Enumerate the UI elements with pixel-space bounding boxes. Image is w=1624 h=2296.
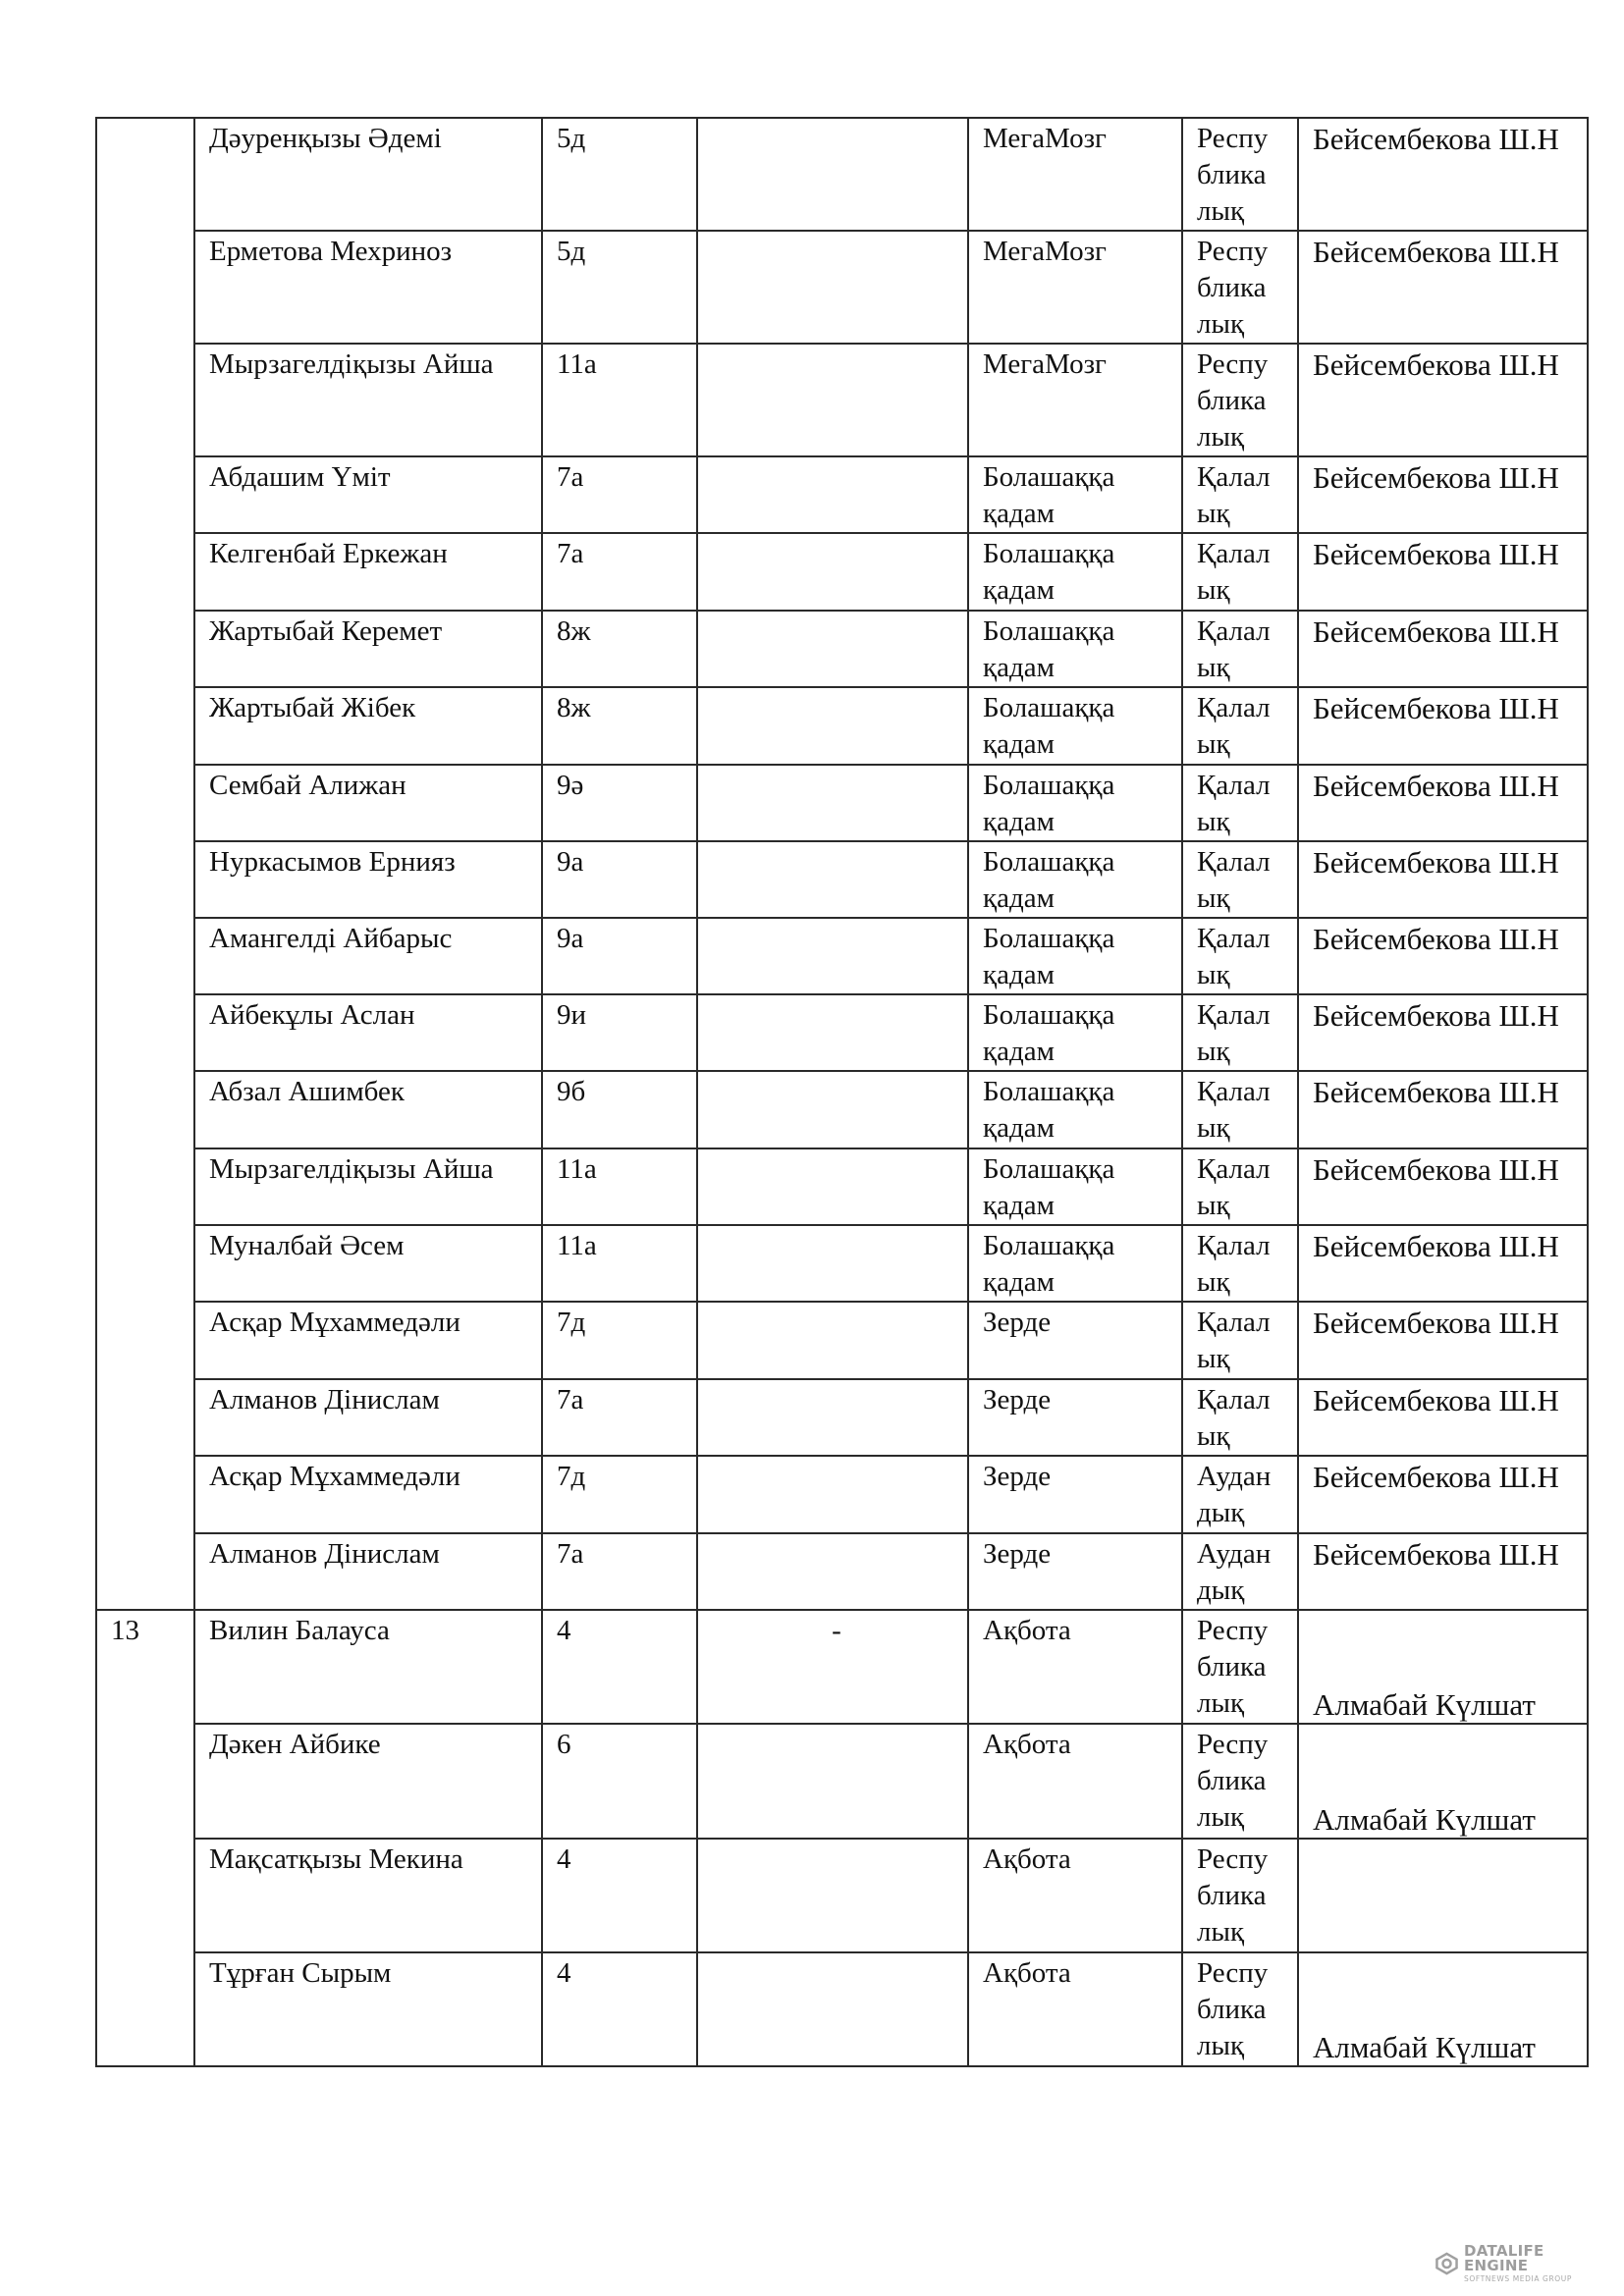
teacher-name-cell xyxy=(1298,1724,1588,1839)
teacher-name-cell xyxy=(1298,1533,1588,1610)
blank-cell xyxy=(698,1380,967,1382)
competition-name: Зерде xyxy=(983,1461,1052,1492)
competition-name-cell xyxy=(968,1952,1182,2066)
blank-cell xyxy=(698,232,967,234)
competition-level: Қалал ық xyxy=(1197,770,1271,837)
blank-cell-cell xyxy=(697,1379,968,1456)
student-name: Алманов Дінислам xyxy=(209,1538,440,1570)
blank-cell-cell xyxy=(697,1952,968,2066)
student-name-cell xyxy=(194,1533,542,1610)
teacher-name-cell xyxy=(1298,687,1588,765)
results-table xyxy=(95,117,1589,2067)
student-name: Амангелді Айбарыс xyxy=(209,923,453,954)
student-name: Вилин Балауса xyxy=(209,1615,390,1646)
competition-level: Респу блика лық xyxy=(1197,348,1269,453)
watermark xyxy=(1435,2242,1607,2284)
student-name: Жартыбай Керемет xyxy=(209,615,443,647)
competition-level-cell xyxy=(1182,1302,1298,1379)
competition-level: Қалал ық xyxy=(1197,615,1271,683)
teacher-name-cell xyxy=(1298,918,1588,994)
competition-name: Зерде xyxy=(983,1307,1052,1338)
competition-level-cell xyxy=(1182,994,1298,1071)
blank-cell-cell xyxy=(697,1839,968,1952)
grade-cell xyxy=(542,611,697,687)
blank-cell xyxy=(698,842,967,844)
grade: 7а xyxy=(557,461,584,493)
grade-cell xyxy=(542,765,697,841)
blank-cell-cell xyxy=(697,1724,968,1839)
teacher-name: Бейсембекова Ш.Н xyxy=(1313,1229,1559,1263)
student-name: Жартыбай Жібек xyxy=(209,692,416,723)
blank-cell-cell xyxy=(697,1148,968,1225)
grade: 9и xyxy=(557,999,587,1031)
teacher-name: Бейсембекова Ш.Н xyxy=(1313,1460,1559,1494)
competition-name-cell xyxy=(968,344,1182,456)
teacher-name-cell xyxy=(1298,1148,1588,1225)
competition-name-cell xyxy=(968,533,1182,611)
row-number: 13 xyxy=(111,1615,139,1646)
blank-cell-cell xyxy=(697,1225,968,1302)
grade-cell xyxy=(542,344,697,456)
table-row xyxy=(96,456,1588,533)
table-row xyxy=(96,1148,1588,1225)
blank-cell-cell xyxy=(697,994,968,1071)
datalife-logo-icon xyxy=(1435,2252,1458,2275)
grade: 8ж xyxy=(557,615,591,647)
grade-cell xyxy=(542,1456,697,1533)
teacher-name: Бейсембекова Ш.Н xyxy=(1313,998,1559,1033)
competition-level: Аудан дық xyxy=(1197,1461,1272,1528)
competition-name-cell xyxy=(968,1148,1182,1225)
competition-name: Ақбота xyxy=(983,1729,1071,1760)
competition-level-cell xyxy=(1182,1952,1298,2066)
competition-name: Болашаққа қадам xyxy=(983,1153,1115,1221)
teacher-name: Алмабай Күлшат xyxy=(1313,1687,1536,1722)
competition-name-cell xyxy=(968,1610,1182,1724)
grade: 8ж xyxy=(557,692,591,723)
competition-name-cell xyxy=(968,841,1182,918)
student-name: Муналбай Әсем xyxy=(209,1230,405,1261)
teacher-name: Бейсембекова Ш.Н xyxy=(1313,1075,1559,1109)
competition-level-cell xyxy=(1182,344,1298,456)
table-row xyxy=(96,231,1588,344)
competition-level-cell xyxy=(1182,687,1298,765)
student-name-cell xyxy=(194,1839,542,1952)
teacher-name-cell xyxy=(1298,1071,1588,1148)
competition-level: Қалал ық xyxy=(1197,538,1271,606)
grade-cell xyxy=(542,1839,697,1952)
teacher-name: Бейсембекова Ш.Н xyxy=(1313,614,1559,649)
competition-name-cell xyxy=(968,765,1182,841)
competition-level: Респу блика лық xyxy=(1197,1615,1269,1719)
grade: 9б xyxy=(557,1076,586,1107)
student-name: Мақсатқызы Мекина xyxy=(209,1843,463,1875)
teacher-name: Бейсембекова Ш.Н xyxy=(1313,537,1559,571)
competition-level: Қалал ық xyxy=(1197,461,1271,529)
table-row xyxy=(96,1071,1588,1148)
student-name: Абдашим Үміт xyxy=(209,461,391,493)
teacher-name: Бейсембекова Ш.Н xyxy=(1313,922,1559,956)
teacher-name-cell xyxy=(1298,1952,1588,2066)
competition-name: МегаМозг xyxy=(983,236,1107,267)
competition-name: Болашаққа қадам xyxy=(983,615,1115,683)
competition-level: Респу блика лық xyxy=(1197,1729,1269,1833)
blank-cell-cell xyxy=(697,456,968,533)
grade: 5д xyxy=(557,236,586,267)
teacher-name-cell xyxy=(1298,1225,1588,1302)
competition-name: Ақбота xyxy=(983,1843,1071,1875)
teacher-name: Алмабай Күлшат xyxy=(1313,2030,1536,2064)
competition-level-cell xyxy=(1182,841,1298,918)
grade-cell xyxy=(542,1952,697,2066)
grade-cell xyxy=(542,1610,697,1724)
student-name: Абзал Ашимбек xyxy=(209,1076,406,1107)
competition-level-cell xyxy=(1182,918,1298,994)
competition-name: Зерде xyxy=(983,1384,1052,1415)
blank-cell xyxy=(698,119,967,121)
teacher-name xyxy=(1299,1949,1587,1951)
competition-name: Болашаққа қадам xyxy=(983,1076,1115,1144)
competition-name-cell xyxy=(968,1302,1182,1379)
blank-cell xyxy=(698,766,967,768)
teacher-name-cell xyxy=(1298,1456,1588,1533)
competition-name: Болашаққа қадам xyxy=(983,461,1115,529)
teacher-name: Бейсембекова Ш.Н xyxy=(1313,122,1559,156)
competition-level: Респу блика лық xyxy=(1197,1957,1269,2061)
competition-level-cell xyxy=(1182,1839,1298,1952)
competition-name-cell xyxy=(968,611,1182,687)
teacher-name-cell xyxy=(1298,1302,1588,1379)
student-name-cell xyxy=(194,1302,542,1379)
grade: 9а xyxy=(557,846,584,878)
teacher-name: Бейсембекова Ш.Н xyxy=(1313,1537,1559,1572)
competition-level: Аудан дық xyxy=(1197,1538,1272,1606)
grade-cell xyxy=(542,994,697,1071)
student-name-cell xyxy=(194,456,542,533)
competition-name-cell xyxy=(968,118,1182,231)
blank-cell-cell xyxy=(697,1071,968,1148)
table-row xyxy=(96,687,1588,765)
competition-name-cell xyxy=(968,1533,1182,1610)
grade: 4 xyxy=(557,1843,571,1875)
blank-cell xyxy=(698,995,967,997)
table-row xyxy=(96,1379,1588,1456)
student-name: Сембай Алижан xyxy=(209,770,406,801)
table-row xyxy=(96,994,1588,1071)
grade: 7д xyxy=(557,1307,586,1338)
grade-cell xyxy=(542,687,697,765)
blank-cell-cell xyxy=(697,118,968,231)
watermark-subtitle: SOFTNEWS MEDIA GROUP xyxy=(1463,2274,1572,2284)
competition-level: Қалал ық xyxy=(1197,923,1271,990)
blank-cell xyxy=(698,1457,967,1459)
blank-cell xyxy=(698,1725,967,1727)
table-row xyxy=(96,918,1588,994)
table-row xyxy=(96,1610,1588,1724)
teacher-name-cell xyxy=(1298,765,1588,841)
teacher-name: Бейсембекова Ш.Н xyxy=(1313,1383,1559,1417)
student-name: Мырзагелдіқызы Айша xyxy=(209,1153,494,1185)
competition-name-cell xyxy=(968,1071,1182,1148)
blank-cell xyxy=(698,612,967,614)
teacher-name-cell xyxy=(1298,118,1588,231)
student-name-cell xyxy=(194,1148,542,1225)
teacher-name-cell xyxy=(1298,1610,1588,1724)
teacher-name: Алмабай Күлшат xyxy=(1313,1802,1536,1837)
blank-cell xyxy=(698,688,967,690)
table-row xyxy=(96,1839,1588,1952)
student-name: Асқар Мұхаммедəли xyxy=(209,1307,460,1338)
competition-level-cell xyxy=(1182,765,1298,841)
grade: 4 xyxy=(557,1957,571,1989)
competition-level: Қалал ық xyxy=(1197,1153,1271,1221)
competition-level-cell xyxy=(1182,1071,1298,1148)
student-name: Нуркасымов Ернияз xyxy=(209,846,456,878)
competition-name: Болашаққа қадам xyxy=(983,923,1115,990)
blank-cell-cell xyxy=(697,1302,968,1379)
competition-level-cell xyxy=(1182,1148,1298,1225)
teacher-name: Бейсембекова Ш.Н xyxy=(1313,691,1559,725)
teacher-name-cell xyxy=(1298,456,1588,533)
table-row xyxy=(96,1302,1588,1379)
competition-level: Қалал ық xyxy=(1197,846,1271,914)
grade-cell xyxy=(542,841,697,918)
competition-name-cell xyxy=(968,994,1182,1071)
grade-cell xyxy=(542,1379,697,1456)
competition-name: Болашаққа қадам xyxy=(983,999,1115,1067)
competition-level-cell xyxy=(1182,533,1298,611)
competition-level: Респу блика лық xyxy=(1197,1843,1269,1948)
table-body xyxy=(96,118,1588,2066)
blank-cell-cell xyxy=(697,765,968,841)
grade-cell xyxy=(542,1148,697,1225)
competition-name-cell xyxy=(968,231,1182,344)
blank-cell xyxy=(698,534,967,536)
table-row xyxy=(96,533,1588,611)
teacher-name-cell xyxy=(1298,231,1588,344)
grade-cell xyxy=(542,1071,697,1148)
teacher-name-cell xyxy=(1298,611,1588,687)
competition-name: Ақбота xyxy=(983,1957,1071,1989)
competition-level: Қалал ық xyxy=(1197,1076,1271,1144)
blank-cell xyxy=(698,345,967,347)
competition-name-cell xyxy=(968,456,1182,533)
blank-cell-cell xyxy=(697,611,968,687)
student-name-cell xyxy=(194,841,542,918)
grade-cell xyxy=(542,1302,697,1379)
competition-level-cell xyxy=(1182,1379,1298,1456)
teacher-name: Бейсембекова Ш.Н xyxy=(1313,460,1559,495)
student-name: Тұрған Сырым xyxy=(209,1957,392,1989)
student-name: Алманов Дінислам xyxy=(209,1384,440,1415)
teacher-name-cell xyxy=(1298,994,1588,1071)
competition-level: Респу блика лық xyxy=(1197,123,1269,227)
student-name: Ерметова Мехриноз xyxy=(209,236,453,267)
table-row xyxy=(96,344,1588,456)
student-name-cell xyxy=(194,231,542,344)
blank-cell-cell xyxy=(697,1456,968,1533)
student-name-cell xyxy=(194,994,542,1071)
grade-cell xyxy=(542,918,697,994)
teacher-name-cell xyxy=(1298,1839,1588,1952)
competition-level-cell xyxy=(1182,1533,1298,1610)
competition-level: Қалал ық xyxy=(1197,999,1271,1067)
blank-cell-cell xyxy=(697,1533,968,1610)
blank-cell: - xyxy=(832,1615,841,1646)
blank-cell xyxy=(698,1840,967,1842)
competition-level-cell xyxy=(1182,1724,1298,1839)
grade-cell xyxy=(542,118,697,231)
teacher-name: Бейсембекова Ш.Н xyxy=(1313,347,1559,382)
teacher-name: Бейсембекова Ш.Н xyxy=(1313,769,1559,803)
table-row xyxy=(96,1952,1588,2066)
competition-name: Болашаққа қадам xyxy=(983,846,1115,914)
student-name: Дəуренқызы Әдемі xyxy=(209,123,442,154)
grade: 7а xyxy=(557,1384,584,1415)
competition-level-cell xyxy=(1182,118,1298,231)
blank-cell xyxy=(698,1149,967,1151)
student-name: Келгенбай Еркежан xyxy=(209,538,448,569)
grade: 4 xyxy=(557,1615,571,1646)
competition-name: Зерде xyxy=(983,1538,1052,1570)
grade: 11а xyxy=(557,1230,597,1261)
competition-level-cell xyxy=(1182,1225,1298,1302)
teacher-name: Бейсембекова Ш.Н xyxy=(1313,845,1559,880)
row-number-cell xyxy=(96,118,194,1610)
competition-level-cell xyxy=(1182,231,1298,344)
teacher-name: Бейсембекова Ш.Н xyxy=(1313,1306,1559,1340)
teacher-name-cell xyxy=(1298,344,1588,456)
competition-name: Болашаққа қадам xyxy=(983,538,1115,606)
teacher-name-cell xyxy=(1298,1379,1588,1456)
competition-name: Ақбота xyxy=(983,1615,1071,1646)
student-name-cell xyxy=(194,687,542,765)
student-name-cell xyxy=(194,1724,542,1839)
row-number xyxy=(97,119,193,121)
student-name-cell xyxy=(194,118,542,231)
student-name-cell xyxy=(194,1379,542,1456)
competition-name: МегаМозг xyxy=(983,348,1107,380)
student-name: Дәкен Айбике xyxy=(209,1729,381,1760)
blank-cell xyxy=(698,457,967,459)
blank-cell xyxy=(698,919,967,921)
competition-level: Қалал ық xyxy=(1197,1230,1271,1298)
competition-name: Болашаққа қадам xyxy=(983,692,1115,760)
blank-cell xyxy=(698,1534,967,1536)
grade: 5д xyxy=(557,123,586,154)
competition-level-cell xyxy=(1182,1610,1298,1724)
grade-cell xyxy=(542,533,697,611)
student-name-cell xyxy=(194,1610,542,1724)
competition-name-cell xyxy=(968,1456,1182,1533)
student-name: Асқар Мұхаммедəли xyxy=(209,1461,460,1492)
grade-cell xyxy=(542,1724,697,1839)
student-name-cell xyxy=(194,1225,542,1302)
grade: 7а xyxy=(557,1538,584,1570)
table-row xyxy=(96,1724,1588,1839)
table-row xyxy=(96,1533,1588,1610)
competition-level-cell xyxy=(1182,456,1298,533)
competition-level: Қалал ық xyxy=(1197,1384,1271,1452)
blank-cell-cell xyxy=(697,231,968,344)
student-name-cell xyxy=(194,611,542,687)
competition-name-cell xyxy=(968,1724,1182,1839)
competition-name: МегаМозг xyxy=(983,123,1107,154)
student-name-cell xyxy=(194,533,542,611)
student-name-cell xyxy=(194,1071,542,1148)
teacher-name-cell xyxy=(1298,841,1588,918)
grade: 7а xyxy=(557,538,584,569)
competition-name-cell xyxy=(968,918,1182,994)
table-row xyxy=(96,1225,1588,1302)
watermark-title: DATALIFE ENGINE xyxy=(1463,2242,1544,2275)
student-name-cell xyxy=(194,1952,542,2066)
teacher-name: Бейсембекова Ш.Н xyxy=(1313,1152,1559,1187)
blank-cell xyxy=(698,1953,967,1955)
grade-cell xyxy=(542,1225,697,1302)
blank-cell-cell xyxy=(697,533,968,611)
teacher-name: Бейсембекова Ш.Н xyxy=(1313,235,1559,269)
student-name-cell xyxy=(194,344,542,456)
blank-cell-cell xyxy=(697,344,968,456)
student-name: Айбекұлы Аслан xyxy=(209,999,415,1031)
blank-cell-cell xyxy=(697,1610,968,1724)
grade: 7д xyxy=(557,1461,586,1492)
grade-cell xyxy=(542,456,697,533)
grade: 9ә xyxy=(557,770,584,801)
competition-name-cell xyxy=(968,1379,1182,1456)
competition-name: Болашаққа қадам xyxy=(983,1230,1115,1298)
grade: 9а xyxy=(557,923,584,954)
table-row xyxy=(96,841,1588,918)
competition-name-cell xyxy=(968,1225,1182,1302)
table-row xyxy=(96,765,1588,841)
blank-cell-cell xyxy=(697,841,968,918)
grade-cell xyxy=(542,1533,697,1610)
teacher-name-cell xyxy=(1298,533,1588,611)
blank-cell xyxy=(698,1072,967,1074)
row-number-cell xyxy=(96,1610,194,2066)
competition-name: Болашаққа қадам xyxy=(983,770,1115,837)
student-name-cell xyxy=(194,765,542,841)
competition-level-cell xyxy=(1182,1456,1298,1533)
table-row xyxy=(96,1456,1588,1533)
competition-level-cell xyxy=(1182,611,1298,687)
competition-name-cell xyxy=(968,1839,1182,1952)
blank-cell xyxy=(698,1303,967,1305)
competition-level: Респу блика лық xyxy=(1197,236,1269,340)
competition-level: Қалал ық xyxy=(1197,1307,1271,1374)
competition-level: Қалал ық xyxy=(1197,692,1271,760)
competition-name-cell xyxy=(968,687,1182,765)
blank-cell-cell xyxy=(697,918,968,994)
grade-cell xyxy=(542,231,697,344)
blank-cell-cell xyxy=(697,687,968,765)
grade: 11а xyxy=(557,348,597,380)
student-name-cell xyxy=(194,918,542,994)
blank-cell xyxy=(698,1226,967,1228)
grade: 11а xyxy=(557,1153,597,1185)
grade: 6 xyxy=(557,1729,571,1760)
table-row xyxy=(96,611,1588,687)
table-row xyxy=(96,118,1588,231)
student-name-cell xyxy=(194,1456,542,1533)
student-name: Мырзагелдіқызы Айша xyxy=(209,348,494,380)
